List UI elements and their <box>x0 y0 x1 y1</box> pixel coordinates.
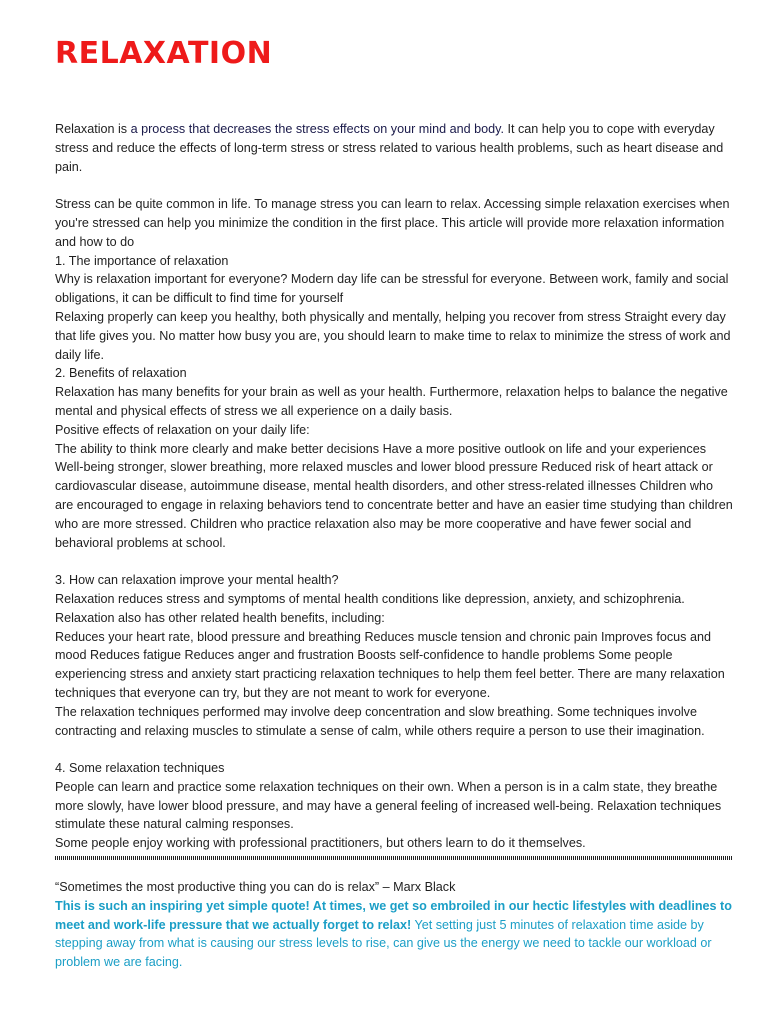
page-title: RELAXATION <box>55 36 273 71</box>
section-1-heading: 1. The importance of relaxation <box>55 253 229 268</box>
section-2-paragraph-2: Positive effects of relaxation on your daily life: <box>55 422 310 437</box>
section-2-paragraph-1: Relaxation has many benefits for your brain as well as your health. Furthermore, relaxation helps to balance the negative mental and physical effects of stress we all experience on a daily basis. <box>55 385 728 418</box>
quote-commentary <box>55 897 733 972</box>
section-3-paragraph-3: Reduces your heart rate, blood pressure and breathing Reduces muscle tension and chronic pain Improves focus and mood Reduces fatigue Reduces anger and frustration Boosts self-confidence to handle problems Some people experiencing stress and anxiety start practicing relaxation techniques to help them feel better. There are many relaxation techniques that everyone can try, but they are not meant to work for everyone. <box>55 629 725 700</box>
section-3-heading: 3. How can relaxation improve your mental health? <box>55 573 339 588</box>
quote-line: “Sometimes the most productive thing you can do is relax” – Marx Black <box>55 880 456 895</box>
intro-highlight: a process that decreases the stress effects on your mind and body. <box>130 122 504 136</box>
quote-commentary-bold: This is such an inspiring yet simple quote! At times, we get so embroiled in our hectic lifestyles with deadlines to meet and work-life pressure that we actually forget to relax! <box>55 898 732 932</box>
intro-text-start: Relaxation is <box>55 122 131 136</box>
section-3-paragraph-2: Relaxation also has other related health benefits, including: <box>55 610 385 625</box>
section-3-paragraph-1: Relaxation reduces stress and symptoms of mental health conditions like depression, anxiety, and schizophrenia. <box>55 591 685 606</box>
article-body <box>55 120 733 972</box>
section-3-paragraph-4: The relaxation techniques performed may involve deep concentration and slow breathing. Some techniques involve contracting and relaxing muscles to stimulate a sense of calm, while others require a person to use their imagination. <box>55 704 705 738</box>
section-1-paragraph-2: Relaxing properly can keep you healthy, both physically and mentally, helping you recover from stress Straight every day that life gives you. No matter how busy you are, you should learn to make time to relax to minimize the stress of work and daily life. <box>55 309 731 362</box>
quote-commentary-rest: Yet setting just 5 minutes of relaxation time aside by stepping away from what is causing our stress levels to rise, can give us the energy we need to tackle our workload or problem we are facing. <box>55 917 712 970</box>
section-1-paragraph-1: Why is relaxation important for everyone? Modern day life can be stressful for everyone. Between work, family and social obligations, it can be difficult to find time for yourself <box>55 272 729 306</box>
section-2-paragraph-3: The ability to think more clearly and make better decisions Have a more positive outlook on life and your experiences Well-being stronger, slower breathing, more relaxed muscles and lower blood pressure Reduced risk of heart attack or cardiovascular disease, autoimmune disease, mental health disorders, and other stress-related illnesses Children who are encouraged to engage in relaxing behaviors tend to concentrate better and have an easier time studying than children who are more stressed. Children who practice relaxation also may be more cooperative and have fewer social and behavioral problems at school. <box>55 441 733 550</box>
intro-paragraph-1 <box>55 120 733 176</box>
section-2-heading: 2. Benefits of relaxation <box>55 366 187 381</box>
section-4-paragraph-2: Some people enjoy working with professional practitioners, but others learn to do it themselves. <box>55 836 586 851</box>
section-4-heading: 4. Some relaxation techniques <box>55 761 225 776</box>
intro-text-end: It can help you to cope with everyday stress and reduce the effects of long-term stress or stress related to various health problems, such as heart disease and pain. <box>55 122 724 174</box>
section-4-paragraph-1: People can learn and practice some relaxation techniques on their own. When a person is in a calm state, they breathe more slowly, have lower blood pressure, and may have a general feeling of increased well-being. Relaxation techniques stimulate these natural calming responses. <box>55 779 722 832</box>
intro-paragraph-2: Stress can be quite common in life. To manage stress you can learn to relax. Accessing simple relaxation exercises when you're stressed can help you minimize the condition in the first place. This article will provide more relaxation information and how to do <box>55 197 730 249</box>
dotted-divider <box>55 856 733 860</box>
